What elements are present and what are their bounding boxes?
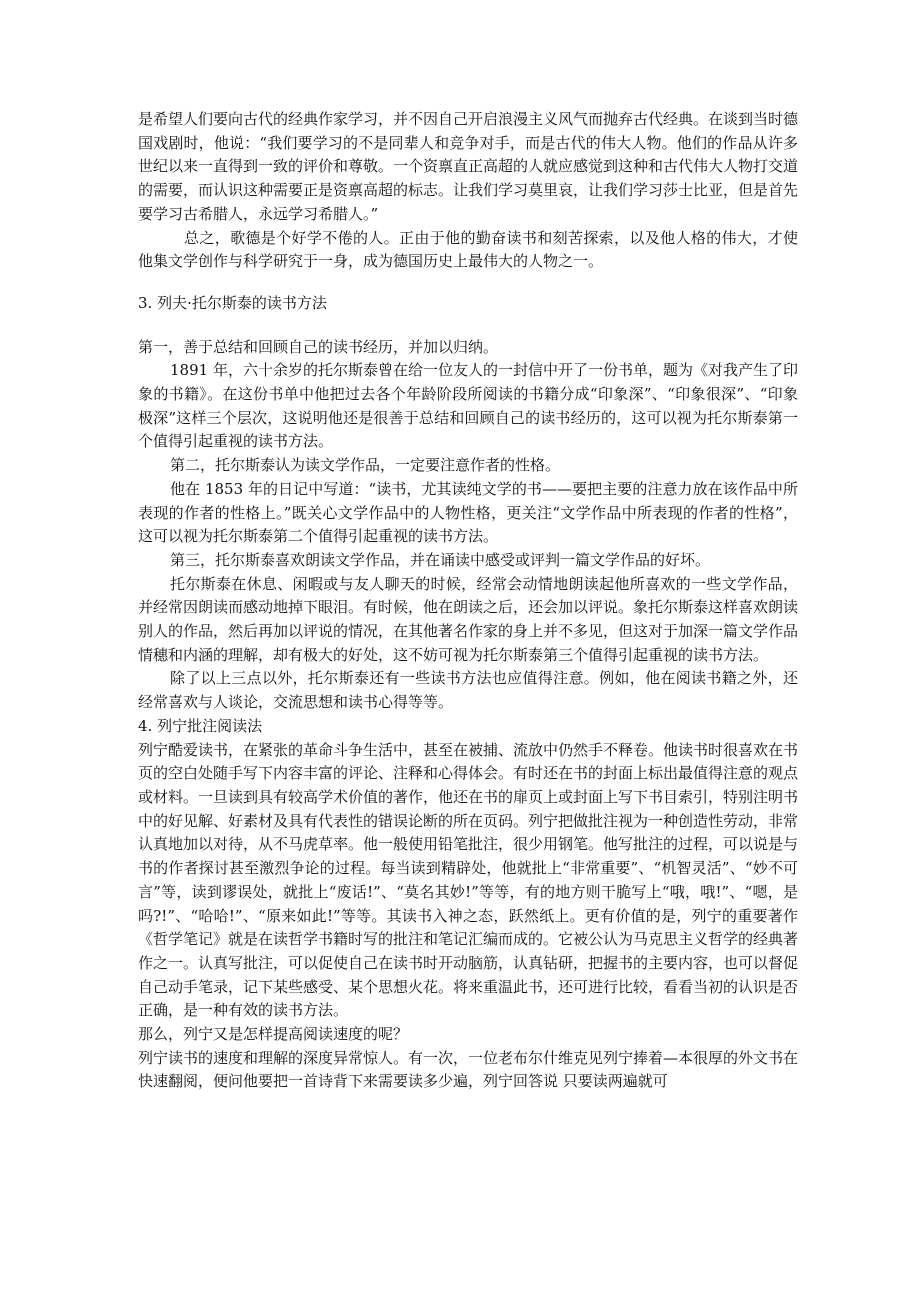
section-heading-lenin: 4. 列宁批注阅读法 [138,716,263,735]
paragraph-tolstoy-third: 第三，托尔斯泰喜欢朗读文学作品，并在诵读中感受或评判一篇文学作品的好坏。 [170,550,711,569]
section-heading-tolstoy: 3. 列夫·托尔斯泰的读书方法 [138,293,327,312]
paragraph-tolstoy-reading: 托尔斯泰在休息、闲暇或与友人聊天的时候，经常会动情地朗读起他所喜欢的一些文学作品，并经常因朗读而感动地掉下眼泪。有时候，他在朗读之后，还会加以评说。象托尔斯泰这样喜欢朗读别人的作品，然后再加以评说的情况，在其他著名作家的身上并不多见，但这对于加深一篇文学作品情穗和内涵的理解，却有极大的好处，这不妨可视为托尔斯泰第三个值得引起重视的读书方法。 [138,574,799,664]
paragraph-tolstoy-second: 第二，托尔斯泰认为读文学作品，一定要注意作者的性格。 [170,456,561,475]
paragraph-tolstoy-first: 第一，善于总结和回顾自己的读书经历，并加以归纳。 [138,337,499,356]
paragraph-lenin-speed: 列宁读书的速度和理解的深度异常惊人。有一次，一位老布尔什维克见列宁捧着—本很厚的外文书在快速翻阅，便问他要把一首诗背下来需要读多少遍，列宁回答说 只要读两遍就可 [138,1048,799,1091]
paragraph-tolstoy-1853: 他在 1853 年的日记中写道：“读书，尤其读纯文学的书——要把主要的注意力放在该作品中所表现的作者的性格上。”既关心文学作品中的人物性格，更关注“文学作品中所表现的作者的性格”，这可以视为托尔斯泰第二个值得引起重视的读书方法。 [138,479,798,546]
spacer [138,316,798,336]
paragraph-tolstoy-other: 除了以上三点以外，托尔斯泰还有一些读书方法也应值得注意。例如，他在阅读书籍之外，还经常喜欢与人谈论，交流思想和读书心得等等。 [138,669,798,712]
spacer [138,274,798,292]
paragraph-goethe-summary: 总之，歌德是个好学不倦的人。正由于他的勤奋读书和刻苦探索，以及他人格的伟大，才使他集文学创作与科学研究于一身，成为德国历史上最伟大的人物之一。 [138,228,798,271]
paragraph-lenin-main: 列宁酷爱读书，在紧张的革命斗争生活中，甚至在被捕、流放中仍然手不释卷。他读书时很喜欢在书页的空白处随手写下内容丰富的评论、注释和心得体会。有时还在书的封面上标出最值得注意的观点或材料。一旦读到具有较高学术价值的著作，他还在书的扉页上或封面上写下书目索引，特别注明书中的好见解、好素材及具有代表性的错误论断的所在页码。列宁把做批注视为一种创造性劳动，非常认真地加以对待，从不马虎草率。他一般使用铅笔批注，很少用钢笔。他写批注的过程，可以说是与书的作者探讨甚至激烈争论的过程。每当读到精辟处，他就批上“非常重要”、“机智灵活”、“妙不可言”等，读到谬误处，就批上“废话!”、“莫名其妙!”等等，有的地方则干脆写上“哦，哦!”、“嗯，是吗?!”、“哈哈!”、“原来如此!”等等。其读书入神之态，跃然纸上。更有价值的是，列宁的重要著作《哲学笔记》就是在读哲学书籍时写的批注和笔记汇编而成的。它被公认为马克思主义哲学的经典著作之一。认真写批注，可以促使自己在读书时开动脑筋，认真钻研，把握书的主要内容，也可以督促自己动手笔录，记下某些感受、某个思想火花。将来重温此书，还可进行比较，看看当初的认识是否正确，是一种有效的读书方法。 [138,740,799,1020]
document-page [138,108,798,1094]
paragraph-tolstoy-1891: 1891 年，六十余岁的托尔斯泰曾在给一位友人的一封信中开了一份书单，题为《对我产生了印象的书籍》。在这份书单中他把过去各个年龄阶段所阅读的书籍分成“印象深”、“印象很深”、“印象极深”这样三个层次，这说明他还是很善于总结和回顾自己的读书经历的，这可以视为托尔斯泰第一个值得引起重视的读书方法。 [138,361,798,451]
paragraph-lenin-question: 那么，列宁又是怎样提高阅读速度的呢？ [138,1025,409,1044]
paragraph-goethe-quote: 是希望人们要向古代的经典作家学习，并不因自己开启浪漫主义风气而抛弃古代经典。在谈到当时德国戏剧时，他说：“我们要学习的不是同辈人和竞争对手，而是古代的伟大人物。他们的作品从许多世纪以来一直得到一致的评价和尊敬。一个资禀直正高超的人就应感觉到这种和古代伟大人物打交道的需要，而认识这种需要正是资禀高超的标志。让我们学习莫里哀，让我们学习莎士比亚，但是首先要学习古希腊人，永远学习希腊人。” [138,110,799,223]
